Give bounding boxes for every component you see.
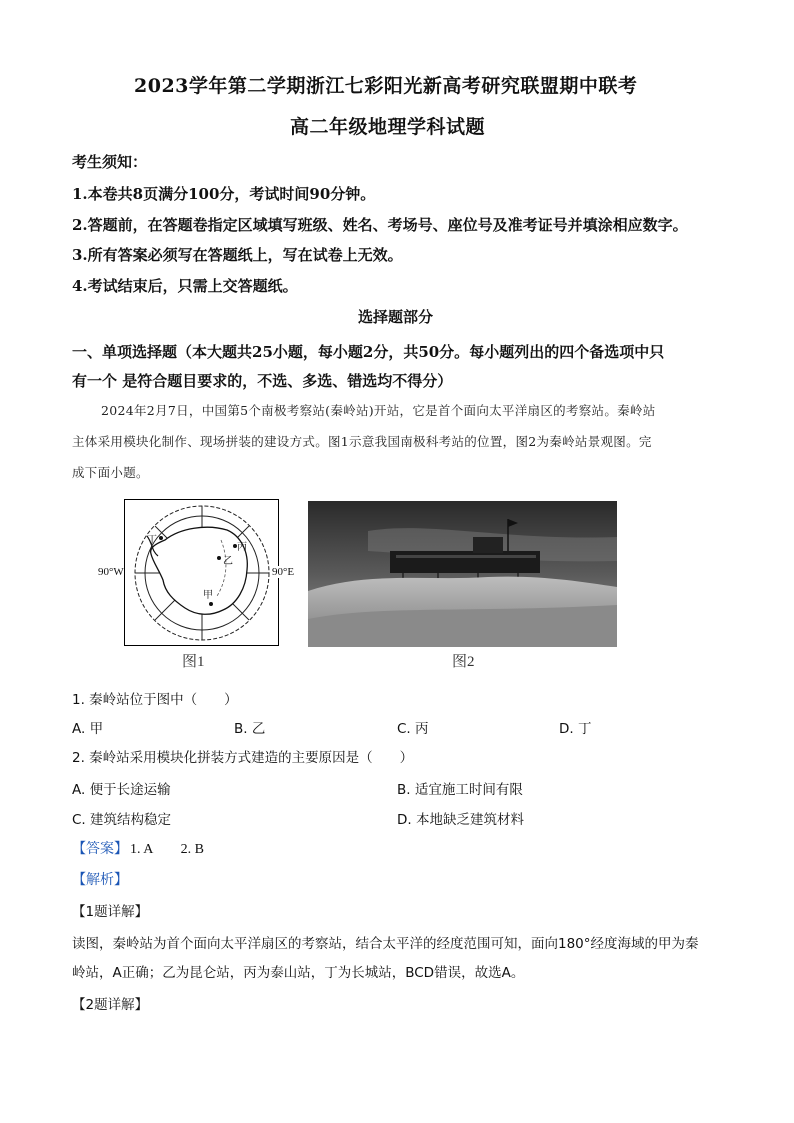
q1-detail-heading: 【1题详解】 [72,904,149,920]
station-bing-label: 丙 [237,542,247,553]
part-title-line1: 一、单项选择题（本大题共25小题，每小题2分，共50分。每小题列出的四个备选项中只 [72,343,665,361]
page-title: 2023学年第二学期浙江七彩阳光新高考研究联盟期中联考 [134,75,638,97]
notice-item-2: 2.答题前，在答题卷指定区域填写班级、姓名、考场号、座位号及准考证号并填涂相应数字。 [72,216,688,234]
q2-detail-heading: 【2题详解】 [72,997,149,1013]
question-1-option-c[interactable]: C. 丙 [397,721,429,737]
answer-tag: 【答案】 [72,841,128,857]
passage-line-3: 成下面小题。 [72,465,149,480]
qinling-station-photo [308,501,617,647]
question-1-stem: 1. 秦岭站位于图中（ ） [72,692,238,708]
part-title-line2: 有一个 是符合题目要求的，不选、多选、错选均不得分） [72,372,453,390]
figure2-caption: 图2 [452,654,475,670]
notice-item-4: 4.考试结束后，只需上交答题纸。 [72,277,298,295]
question-1-option-d[interactable]: D. 丁 [559,721,592,737]
station-jia-label: 甲 [203,590,213,601]
notice-item-1: 1.本卷共8页满分100分，考试时间90分钟。 [72,185,376,203]
passage-line-1: 2024年2月7日，中国第5个南极考察站(秦岭站)开站，它是首个面向太平洋扇区的考察站。秦岭站 [101,403,656,418]
analysis-tag: 【解析】 [72,872,128,888]
section-heading: 选择题部分 [358,308,434,326]
antarctica-map [124,499,279,646]
question-1-option-b[interactable]: B. 乙 [234,721,266,737]
q1-detail-line-2: 岭站，A正确；乙为昆仑站，丙为泰山站，丁为长城站，BCD错误，故选A。 [72,965,525,981]
question-2-option-d[interactable]: D. 本地缺乏建筑材料 [397,812,524,828]
figure1-caption: 图1 [182,654,205,670]
question-1-option-a[interactable]: A. 甲 [72,721,104,737]
label-90w: 90°W [98,566,124,578]
antarctica-map-graphic [125,500,278,645]
passage-line-2: 主体采用模块化制作、现场拼装的建设方式。图1示意我国南极科考站的位置，图2为秦岭站景观图。完 [72,434,652,449]
question-2-stem: 2. 秦岭站采用模块化拼装方式建造的主要原因是（ ） [72,750,414,766]
q1-detail-line-1: 读图，秦岭站为首个面向太平洋扇区的考察站，结合太平洋的经度范围可知，面向180°经度海域的甲为秦 [72,936,699,952]
page-subtitle: 高二年级地理学科试题 [290,116,486,138]
notice-heading: 考生须知： [72,153,148,171]
qinling-station-illustration [308,501,617,647]
station-yi-label: 乙 [223,556,233,567]
notice-item-3: 3.所有答案必须写在答题纸上，写在试卷上无效。 [72,246,403,264]
question-2-option-a[interactable]: A. 便于长途运输 [72,782,171,798]
question-2-option-c[interactable]: C. 建筑结构稳定 [72,812,172,828]
question-2-option-b[interactable]: B. 适宜施工时间有限 [397,782,523,798]
label-90e: 90°E [272,566,295,578]
answer-values: 1. A 2. B [130,842,204,857]
station-ding-label: 丁 [147,535,157,546]
